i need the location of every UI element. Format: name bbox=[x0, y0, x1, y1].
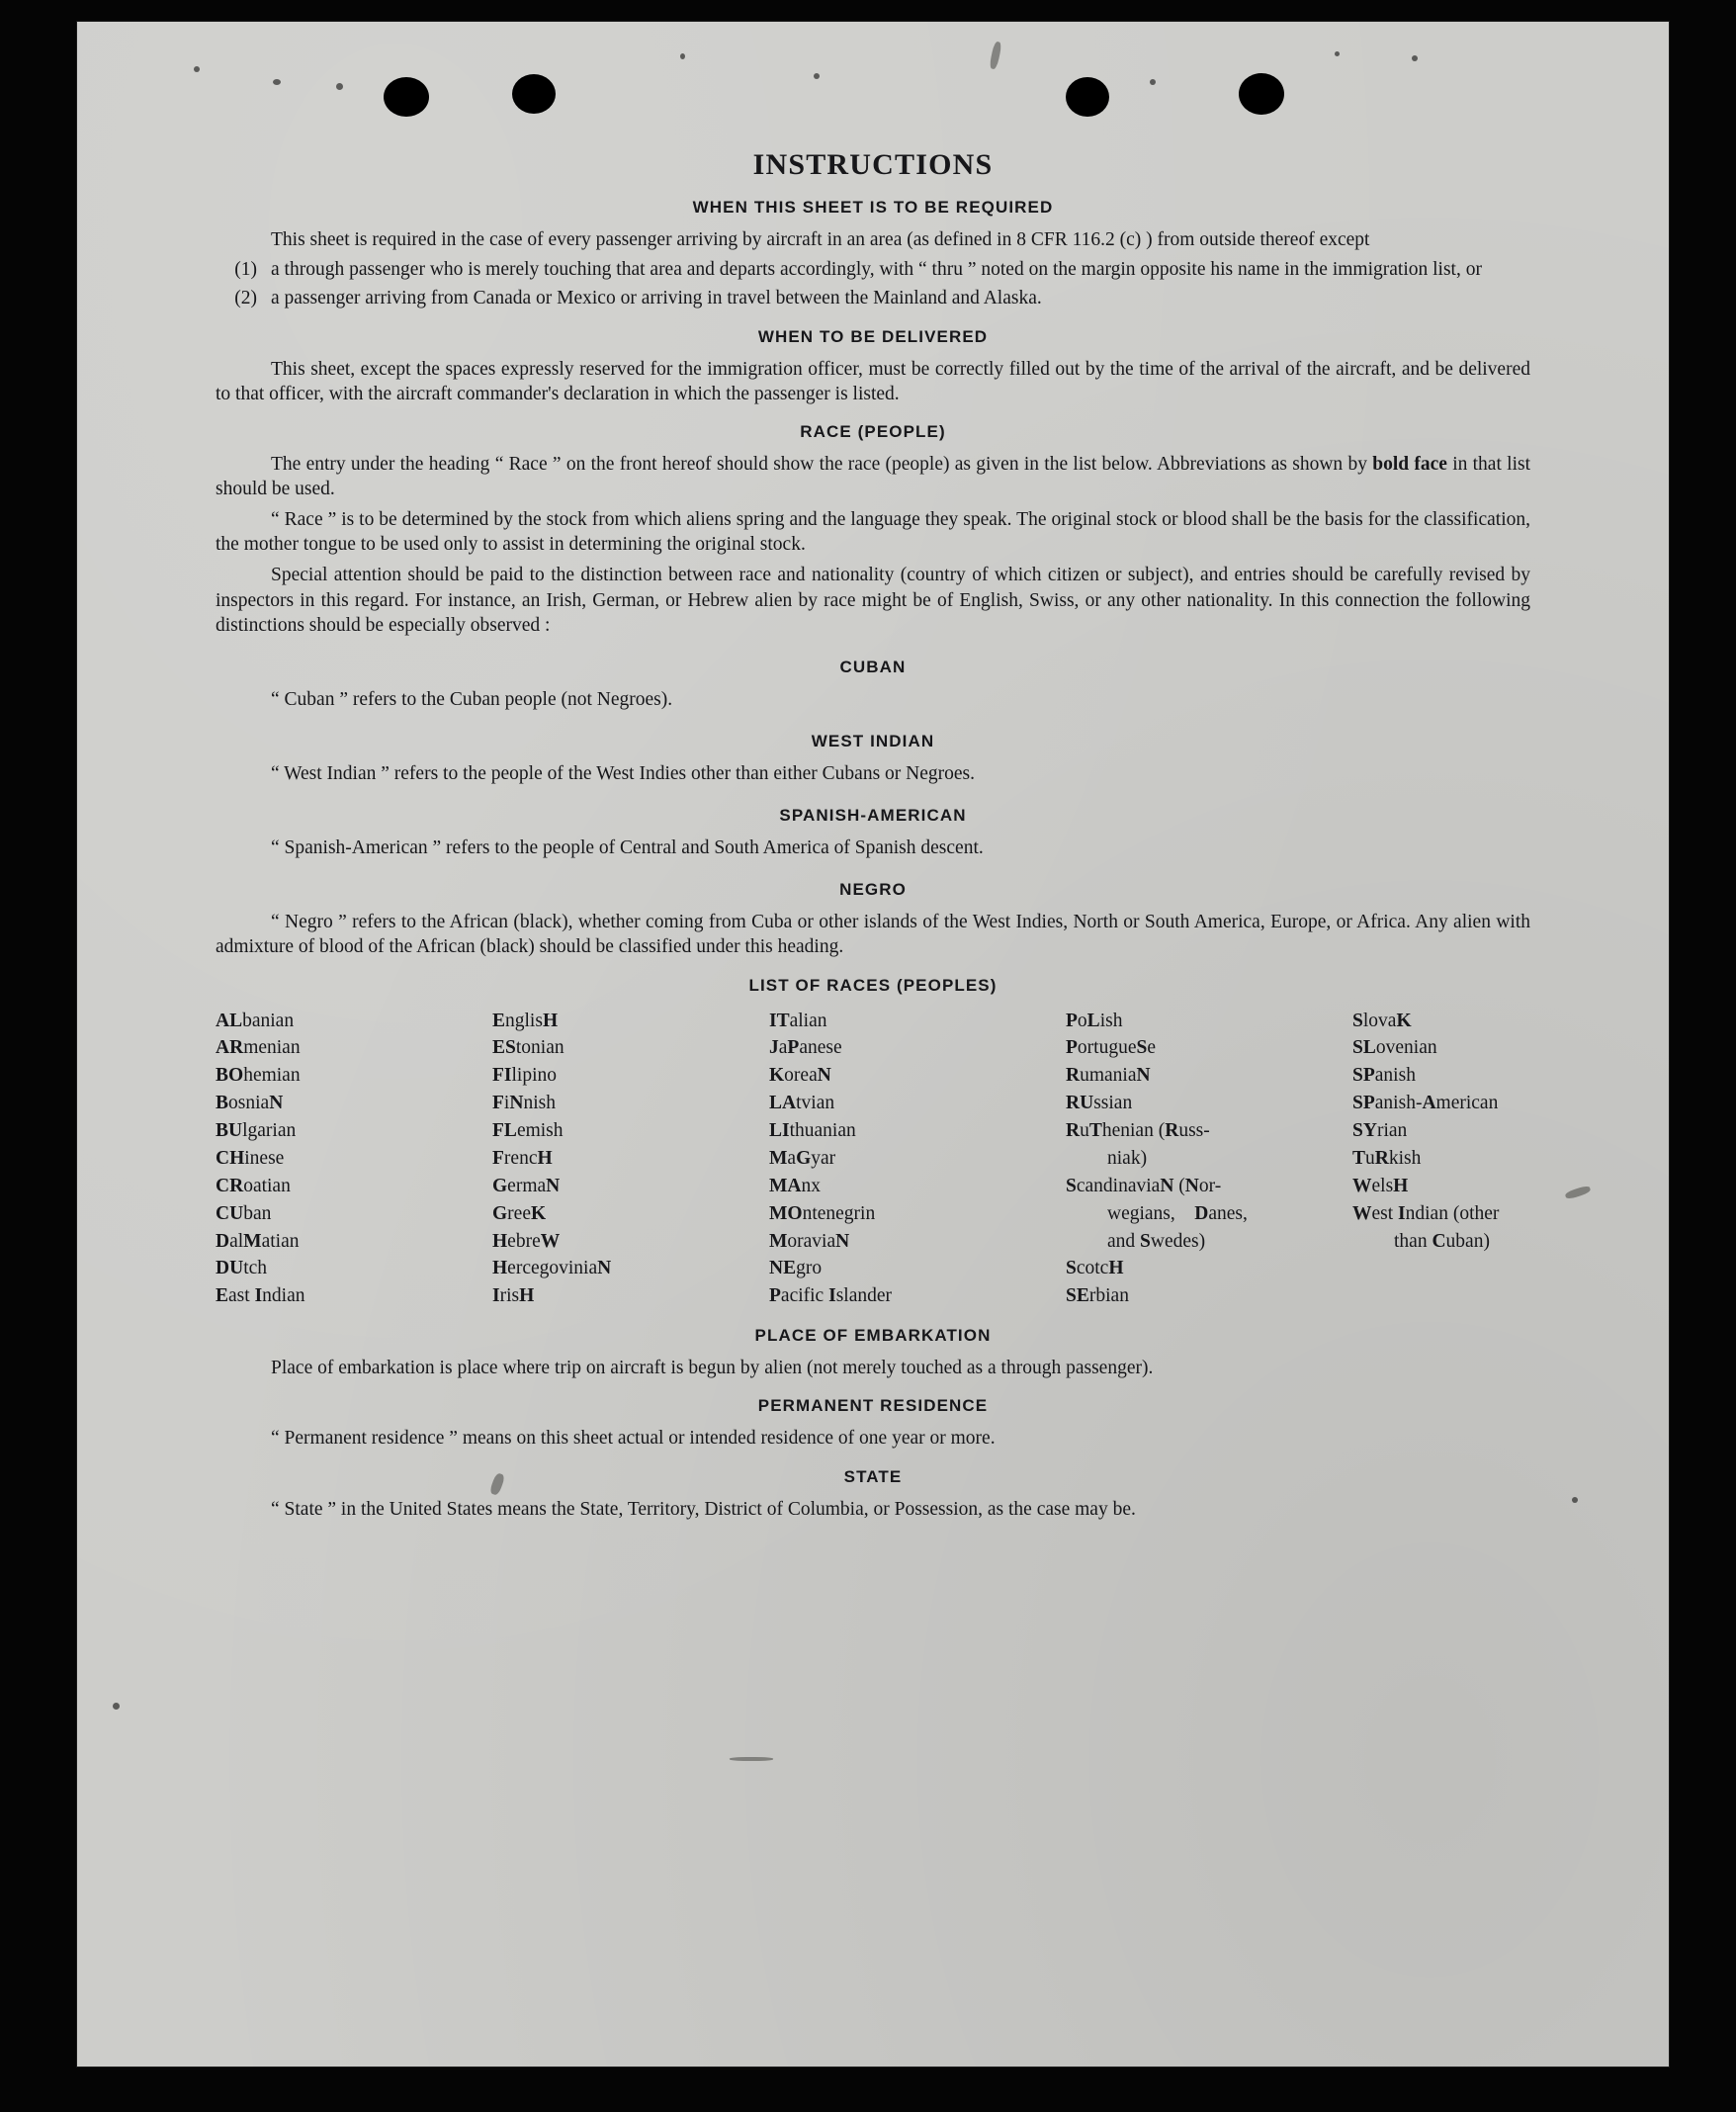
race-entry: CHinese bbox=[216, 1147, 285, 1169]
required-intro bbox=[216, 227, 1530, 252]
race-entry: SPanish bbox=[1352, 1065, 1416, 1087]
race-entry: MOntenegrin bbox=[769, 1202, 876, 1224]
embarkation-text: Place of embarkation is place where trip on aircraft is begun by alien (not merely touched as a through passenger). bbox=[271, 1358, 1154, 1379]
west-indian-text: “ West Indian ” refers to the people of the West Indies other than either Cubans or Negroes. bbox=[271, 763, 975, 785]
race-entry: SYrian bbox=[1352, 1120, 1408, 1142]
race-entry: BOhemian bbox=[216, 1065, 301, 1087]
race-entry: and Swedes) bbox=[1107, 1230, 1206, 1252]
race-entry: WelsH bbox=[1352, 1175, 1409, 1196]
document-page bbox=[77, 22, 1669, 2067]
delivered-text: This sheet, except the spaces expressly reserved for the immigration officer, must be correctly filled out by the time of the arrival of the aircraft, and be delivered to that officer, with the aircraft commander's declaration in which the passenger is listed. bbox=[216, 358, 1530, 404]
race-p1-b: in that list should be used. bbox=[216, 453, 1530, 500]
race-entry: RuThenian (Russ- bbox=[1066, 1120, 1210, 1142]
dust-speck bbox=[194, 66, 200, 72]
race-entry: MoraviaN bbox=[769, 1230, 850, 1252]
races-columns bbox=[216, 1008, 1530, 1311]
race-entry: IrisH bbox=[492, 1285, 535, 1307]
race-entry: West Indian (other bbox=[1352, 1202, 1500, 1224]
negro-text: “ Negro ” refers to the African (black), whether coming from Cuba or other islands of the West Indies, North or South America, Europe, or Africa. Any alien with admixture of blood of the African (black) should be classified under this heading. bbox=[216, 912, 1530, 958]
race-entry: BUlgarian bbox=[216, 1120, 297, 1142]
races-column bbox=[492, 1008, 769, 1311]
race-entry: NEgro bbox=[769, 1258, 823, 1279]
race-entry: EStonian bbox=[492, 1037, 564, 1059]
race-entry: FrencH bbox=[492, 1147, 553, 1169]
race-entry: SLovenian bbox=[1352, 1037, 1437, 1059]
race-entry: than Cuban) bbox=[1394, 1230, 1490, 1252]
document-content bbox=[216, 148, 1530, 1528]
spanish-american-text: “ Spanish-American ” refers to the people of Central and South America of Spanish descent. bbox=[271, 837, 984, 859]
race-entry: KoreaN bbox=[769, 1065, 831, 1087]
race-entry: niak) bbox=[1107, 1147, 1148, 1169]
dust-speck bbox=[336, 83, 343, 90]
race-entry: LAtvian bbox=[769, 1093, 835, 1114]
race-p1-a: The entry under the heading “ Race ” on the front hereof should show the race (people) as given in the list below. Abbreviations as shown by bbox=[271, 453, 1373, 475]
punch-hole bbox=[1239, 73, 1284, 115]
races-column bbox=[216, 1008, 492, 1311]
section-heading-required: WHEN THIS SHEET IS TO BE REQUIRED bbox=[692, 198, 1054, 217]
race-entry: BosniaN bbox=[216, 1093, 284, 1114]
section-heading-spanish-american: SPANISH-AMERICAN bbox=[779, 806, 967, 826]
dust-speck bbox=[273, 79, 281, 85]
race-entry: RumaniaN bbox=[1066, 1065, 1151, 1087]
list-item bbox=[216, 258, 1530, 283]
race-entry: ALbanian bbox=[216, 1010, 295, 1031]
state-text: “ State ” in the United States means the State, Territory, District of Columbia, or Possession, as the case may be. bbox=[271, 1498, 1136, 1520]
punch-hole bbox=[512, 74, 556, 114]
section-heading-cuban: CUBAN bbox=[839, 657, 907, 676]
race-entry: Pacific Islander bbox=[769, 1285, 892, 1307]
section-heading-permanent-residence: PERMANENT RESIDENCE bbox=[757, 1396, 989, 1416]
race-entry: CRoatian bbox=[216, 1175, 291, 1196]
race-entry: ScandinaviaN (Nor- bbox=[1066, 1175, 1222, 1196]
race-entry: MAnx bbox=[769, 1175, 821, 1196]
race-entry: FLemish bbox=[492, 1120, 564, 1142]
section-heading-list-of-races: LIST OF RACES (PEOPLES) bbox=[748, 975, 998, 995]
dust-speck bbox=[1150, 79, 1156, 85]
race-entry: PoLish bbox=[1066, 1010, 1123, 1031]
section-heading-west-indian: WEST INDIAN bbox=[811, 732, 935, 751]
race-entry: DUtch bbox=[216, 1258, 268, 1279]
race-entry: DalMatian bbox=[216, 1230, 300, 1252]
punch-hole bbox=[1066, 77, 1109, 117]
dust-speck bbox=[1335, 51, 1340, 56]
race-paragraph-1 bbox=[216, 452, 1530, 501]
race-entry: wegians, Danes, bbox=[1107, 1202, 1248, 1224]
race-entry: CUban bbox=[216, 1202, 272, 1224]
races-column bbox=[1066, 1008, 1352, 1311]
races-column bbox=[769, 1008, 1066, 1311]
section-heading-negro: NEGRO bbox=[839, 880, 907, 900]
required-intro-text: This sheet is required in the case of every passenger arriving by aircraft in an area (as defined in 8 CFR 116.2 (c) ) from outside thereof except bbox=[271, 229, 1370, 250]
race-entry: ScotcH bbox=[1066, 1258, 1124, 1279]
page-title: INSTRUCTIONS bbox=[752, 148, 994, 181]
race-entry: MaGyar bbox=[769, 1147, 836, 1169]
race-entry: FiNnish bbox=[492, 1093, 556, 1114]
required-items bbox=[216, 258, 1530, 311]
race-entry: FIlipino bbox=[492, 1065, 558, 1087]
race-entry: LIthuanian bbox=[769, 1120, 856, 1142]
race-entry: PortugueSe bbox=[1066, 1037, 1157, 1059]
dust-speck bbox=[1572, 1497, 1578, 1503]
race-entry: GermaN bbox=[492, 1175, 561, 1196]
race-entry: ITalian bbox=[769, 1010, 827, 1031]
races-column bbox=[1352, 1008, 1629, 1311]
dust-speck bbox=[680, 53, 685, 59]
race-entry: SlovaK bbox=[1352, 1010, 1412, 1031]
dust-speck bbox=[1412, 55, 1418, 61]
race-entry: EnglisH bbox=[492, 1010, 559, 1031]
race-entry: JaPanese bbox=[769, 1037, 842, 1059]
race-entry: TuRkish bbox=[1352, 1147, 1422, 1169]
permanent-residence-text: “ Permanent residence ” means on this sheet actual or intended residence of one year or more. bbox=[271, 1428, 996, 1450]
race-p1-bold: bold face bbox=[1372, 453, 1447, 475]
race-paragraph-2: “ Race ” is to be determined by the stock from which aliens spring and the language they speak. The original stock or blood shall be the basis for the classification, the mother tongue to be used only to assist in determining the original stock. bbox=[216, 509, 1530, 556]
race-entry: ARmenian bbox=[216, 1037, 301, 1059]
list-item bbox=[216, 287, 1530, 311]
section-heading-race: RACE (PEOPLE) bbox=[800, 421, 946, 441]
section-heading-delivered: WHEN TO BE DELIVERED bbox=[757, 326, 989, 346]
cuban-text: “ Cuban ” refers to the Cuban people (not Negroes). bbox=[271, 688, 673, 710]
list-item-text: a through passenger who is merely touching that area and departs accordingly, with “ thru ” noted on the margin opposite his name in the immigration list, or bbox=[271, 259, 1482, 281]
race-entry: HebreW bbox=[492, 1230, 561, 1252]
race-entry: RUssian bbox=[1066, 1093, 1133, 1114]
dust-speck bbox=[113, 1703, 120, 1710]
section-heading-embarkation: PLACE OF EMBARKATION bbox=[754, 1326, 992, 1346]
list-item-number: (2) bbox=[234, 287, 257, 308]
list-item-number: (1) bbox=[234, 259, 257, 281]
race-entry: GreeK bbox=[492, 1202, 547, 1224]
race-entry: HercegoviniaN bbox=[492, 1258, 612, 1279]
race-paragraph-3: Special attention should be paid to the distinction between race and nationality (country of which citizen or subject), and entries should be carefully revised by inspectors in this regard. For instance, an Irish, German, or Hebrew alien by race might be of English, Swiss, or any other nationality. In this connection the following distinctions should be especially observed : bbox=[216, 565, 1530, 636]
race-entry: SPanish-American bbox=[1352, 1093, 1499, 1114]
list-item-text: a passenger arriving from Canada or Mexico or arriving in travel between the Mainland and Alaska. bbox=[271, 287, 1042, 308]
ink-smudge bbox=[730, 1757, 773, 1761]
race-entry: East Indian bbox=[216, 1285, 305, 1307]
section-heading-state: STATE bbox=[843, 1466, 903, 1486]
dust-speck bbox=[814, 73, 820, 79]
punch-hole bbox=[384, 77, 429, 117]
race-entry: SErbian bbox=[1066, 1285, 1129, 1307]
